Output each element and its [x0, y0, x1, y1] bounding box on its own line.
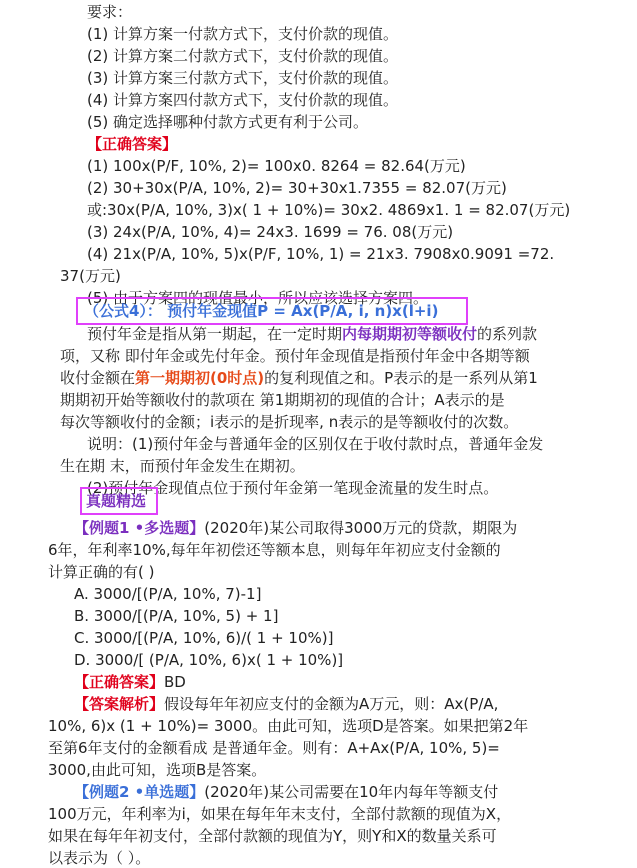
requirement-5: (5) 确定选择哪种付款方式更有利于公司。 [87, 113, 369, 131]
requirement-3: (3) 计算方案三付款方式下，支付价款的现值。 [87, 69, 399, 87]
example-1-analysis-line-1 [74, 694, 498, 714]
example-2-line-3: 如果在每年年初支付，全部付款额的现值为Y，则Y和X的数量关系可 [48, 827, 497, 845]
requirement-4: (4) 计算方案四付款方式下，支付价款的现值。 [87, 91, 399, 109]
option-a: A. 3000/[(P/A, 10%, 7)-1] [74, 585, 262, 603]
example-1-analysis-text: 假设每年年初应支付的金额为A万元，则：Ax(P/A, [164, 695, 499, 713]
option-b: B. 3000/[(P/A, 10%, 5) + 1] [74, 607, 279, 625]
definition-line-5: 每次等额收付的金额；i表示的是折现率, n表示的是等额收付的次数。 [60, 413, 519, 431]
example-1-analysis-line-4: 3000,由此可知，选项B是答案。 [48, 761, 267, 779]
requirement-1: (1) 计算方案一付款方式下，支付价款的现值。 [87, 25, 399, 43]
option-c: C. 3000/[(P/A, 10%, 6)/( 1 + 10%)] [74, 629, 334, 647]
section-title: 真题精选 [86, 492, 147, 510]
answer-3: (3) 24x(P/A, 10%, 4)= 24x3. 1699 = 76. 08(万元) [87, 223, 454, 241]
example-1-answer-value: BD [164, 673, 186, 691]
answer-2-alt: 或:30x(P/A, 10%, 3)x( 1 + 10%)= 30x2. 4869x1. 1 = 82.07(万元) [87, 201, 571, 219]
requirements-title: 要求： [87, 3, 133, 21]
example-2-text: (2020年)某公司需要在10年内每年等额支付 [204, 783, 499, 801]
example-1-answer-label: 【正确答案】 [74, 673, 165, 691]
example-2-line-4: 以表示为（ ）。 [48, 849, 151, 867]
definition-text: 预付年金是指从第一期起，在一定时期 [87, 325, 343, 343]
answer-4-cont: 37(万元) [60, 267, 121, 285]
definition-highlight: 内每期期初等额收付 [342, 325, 478, 343]
definition-line-2: 项，又称 即付年金或先付年金。预付年金现值是指预付年金中各期等额 [60, 347, 530, 365]
example-1-text: (2020年)某公司取得3000万元的贷款，期限为 [204, 519, 518, 537]
definition-text: 的复利现值之和。P表示的是一系列从第1 [264, 369, 538, 387]
option-d: D. 3000/[ (P/A, 10%, 6)x( 1 + 10%)] [74, 651, 344, 669]
definition-highlight: 第一期期初(0时点) [135, 369, 265, 387]
correct-answer-label: 【正确答案】 [87, 135, 178, 153]
example-1-line-2: 6年，年利率10%,每年年初偿还等额本息，则每年年初应支付金额的 [48, 541, 501, 559]
definition-line-4: 期期初开始等额收付的款项在 第1期期初的现值的合计；A表示的是 [60, 391, 505, 409]
definition-text: 的系列款 [477, 325, 538, 343]
example-1-label: 【例题1 •多选题】 [74, 519, 205, 537]
example-2-line-1 [74, 782, 498, 802]
example-1-line-1 [74, 518, 517, 538]
example-1-analysis-line-2: 10%, 6)x (1 + 10%)= 3000。由此可知，选项D是答案。如果把第2年 [48, 717, 529, 735]
definition-line-1 [87, 324, 537, 344]
example-1-analysis-label: 【答案解析】 [74, 695, 165, 713]
answer-5: (5) 由于方案四的现值最小，所以应该选择方案四。 [87, 289, 429, 307]
answer-2: (2) 30+30x(P/A, 10%, 2)= 30+30x1.7355 = 82.07(万元) [87, 179, 507, 197]
answer-1: (1) 100x(P/F, 10%, 2)= 100x0. 8264 = 82.64(万元) [87, 157, 466, 175]
note-line-2: 生在期 末，而预付年金发生在期初。 [60, 457, 305, 475]
formula-text: （公式4）： 预付年金现值P = Ax(P/A, i, n)x(l+i) [84, 302, 439, 320]
note-line-3: (2)预付年金现值点位于预付年金第一笔现金流量的发生时点。 [87, 479, 499, 497]
example-1-analysis-line-3: 至第6年支付的金额看成 是普通年金。则有：A+Ax(P/A, 10%, 5)= [48, 739, 500, 757]
definition-line-3 [60, 368, 538, 388]
example-2-label: 【例题2 •单选题】 [74, 783, 205, 801]
note-line-1: 说明：(1)预付年金与普通年金的区别仅在于收付款时点，普通年金发 [87, 435, 544, 453]
answer-4: (4) 21x(P/A, 10%, 5)x(P/F, 10%, 1) = 21x3. 7908x0.9091 =72. [87, 245, 555, 263]
example-2-line-2: 100万元，年利率为i，如果在每年年末支付，全部付款额的现值为X， [48, 805, 512, 823]
definition-text: 收付金额在 [60, 369, 136, 387]
example-1-line-3: 计算正确的有( ) [48, 563, 155, 581]
requirement-2: (2) 计算方案二付款方式下，支付价款的现值。 [87, 47, 399, 65]
example-1-answer [74, 672, 186, 692]
